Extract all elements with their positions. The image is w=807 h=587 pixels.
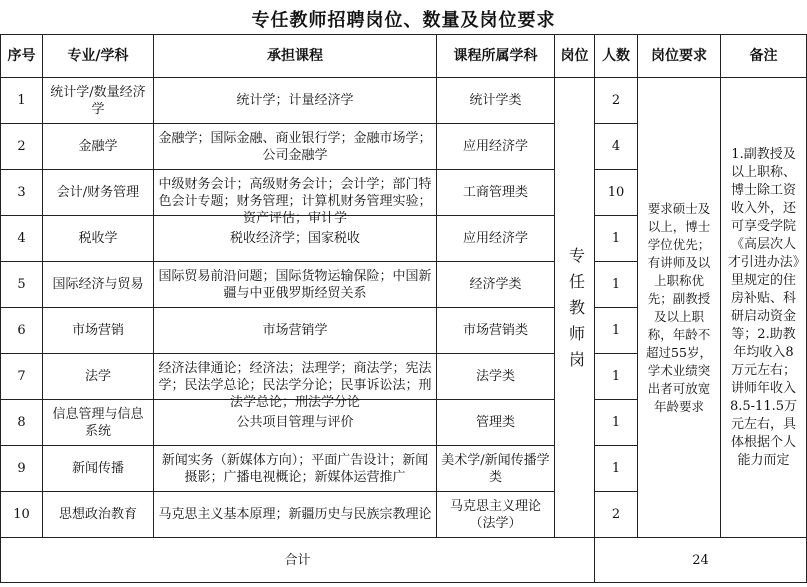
header-discipline: 课程所属学科 xyxy=(437,35,555,78)
row-courses-text: 统计学；计量经济学 xyxy=(236,93,354,108)
row-count: 1 xyxy=(595,446,638,492)
row-major-text: 新闻传播 xyxy=(71,461,124,476)
total-label: 合计 xyxy=(1,538,595,583)
row-no: 8 xyxy=(1,400,43,446)
row-no: 1 xyxy=(1,78,43,124)
header-requirement: 岗位要求 xyxy=(638,35,721,78)
row-discipline-text: 应用经济学 xyxy=(462,231,528,246)
row-major xyxy=(43,78,154,124)
row-courses-text: 马克思主义基本原理；新疆历史与民族宗教理论 xyxy=(158,507,432,522)
row-no: 7 xyxy=(1,354,43,400)
post-cell: 专任教师岗 xyxy=(555,78,595,538)
table-header-row xyxy=(1,35,807,78)
row-count: 1 xyxy=(595,262,638,308)
header-courses: 承担课程 xyxy=(154,35,437,78)
row-major xyxy=(43,170,154,216)
row-courses xyxy=(154,124,437,170)
table-row xyxy=(1,78,807,124)
row-discipline xyxy=(437,262,555,308)
total-count: 24 xyxy=(595,538,807,583)
row-major xyxy=(43,262,154,308)
row-courses xyxy=(154,492,437,538)
row-no: 6 xyxy=(1,308,43,354)
row-discipline xyxy=(437,492,555,538)
row-discipline-text: 工商管理类 xyxy=(462,185,528,200)
header-remark: 备注 xyxy=(721,35,807,78)
row-discipline xyxy=(437,78,555,124)
row-no: 9 xyxy=(1,446,43,492)
row-courses-text: 国际贸易前沿问题；国际货物运输保险；中国新疆与中亚俄罗斯经贸关系 xyxy=(158,268,432,301)
row-discipline-text: 市场营销类 xyxy=(462,323,528,338)
header-post: 岗位 xyxy=(555,35,595,78)
row-major xyxy=(43,124,154,170)
row-major xyxy=(43,354,154,400)
row-count: 1 xyxy=(595,216,638,262)
row-courses xyxy=(154,308,437,354)
row-courses xyxy=(154,78,437,124)
row-discipline xyxy=(437,124,555,170)
header-major: 专业/学科 xyxy=(43,35,154,78)
row-no: 10 xyxy=(1,492,43,538)
header-count: 人数 xyxy=(595,35,638,78)
row-discipline-text: 法学类 xyxy=(475,369,515,384)
row-major xyxy=(43,216,154,262)
row-major xyxy=(43,308,154,354)
remark-cell: 1.副教授及以上职称、博士除工资收入外，还可享受学院《高层次人才引进办法》里规定的住房补贴、科研启动资金等；2.助教年均收入8万元左右；讲师年收入8.5-11.5万元左右，具体根据个人能力而定 xyxy=(721,78,807,538)
row-discipline xyxy=(437,216,555,262)
row-major xyxy=(43,446,154,492)
row-courses xyxy=(154,170,437,226)
row-courses xyxy=(154,354,437,410)
row-count: 1 xyxy=(595,308,638,354)
row-courses-text: 金融学；国际金融、商业银行学；金融市场学；公司金融学 xyxy=(158,130,432,163)
row-courses-text: 税收经济学；国家税收 xyxy=(229,231,360,246)
row-count: 10 xyxy=(595,170,638,216)
row-courses xyxy=(154,262,437,308)
total-row xyxy=(1,538,807,583)
row-discipline-text: 管理类 xyxy=(475,415,515,430)
row-count: 1 xyxy=(595,354,638,400)
row-courses-text: 公共项目管理与评价 xyxy=(236,415,354,430)
row-major-text: 国际经济与贸易 xyxy=(52,277,144,292)
recruitment-table xyxy=(0,34,807,583)
row-discipline-text: 经济学类 xyxy=(469,277,522,292)
row-major xyxy=(43,492,154,538)
row-count: 1 xyxy=(595,400,638,446)
row-discipline-text: 马克思主义理论（法学） xyxy=(449,498,541,531)
row-no: 2 xyxy=(1,124,43,170)
row-courses-text: 市场营销学 xyxy=(262,323,328,338)
row-major-text: 法学 xyxy=(84,369,111,384)
requirement-cell: 要求硕士及以上，博士学位优先；有讲师及以上职称优先；副教授及以上职称，年龄不超过55岁，学术业绩突出者可放宽年龄要求 xyxy=(638,78,721,538)
row-discipline-text: 美术学/新闻传播学类 xyxy=(441,452,550,485)
row-count: 2 xyxy=(595,492,638,538)
row-count: 4 xyxy=(595,124,638,170)
row-major xyxy=(43,400,154,446)
row-courses-text: 中级财务会计；高级财务会计；会计学；部门特色会计专题；财务管理；计算机财务管理实验；资产评估；审计学 xyxy=(158,176,432,226)
row-major-text: 金融学 xyxy=(78,139,118,154)
row-count: 2 xyxy=(595,78,638,124)
row-discipline xyxy=(437,308,555,354)
row-courses xyxy=(154,446,437,492)
row-discipline xyxy=(437,354,555,400)
row-major-text: 思想政治教育 xyxy=(58,507,137,522)
row-courses-text: 经济法律通论；经济法；法理学；商法学；宪法学；民法学总论；民法学分论；民事诉讼法；刑法学总论；刑法学分论 xyxy=(158,360,432,410)
row-no: 5 xyxy=(1,262,43,308)
row-major-text: 统计学/数量经济学 xyxy=(50,84,146,117)
row-courses-text: 新闻实务（新媒体方向）；平面广告设计；新闻摄影；广播电视概论；新媒体运营推广 xyxy=(161,452,429,485)
page-title: 专任教师招聘岗位、数量及岗位要求 xyxy=(251,10,556,31)
row-major-text: 信息管理与信息系统 xyxy=(52,406,144,439)
row-no: 3 xyxy=(1,170,43,216)
row-major-text: 市场营销 xyxy=(71,323,124,338)
row-discipline-text: 统计学类 xyxy=(469,93,522,108)
row-discipline xyxy=(437,170,555,216)
row-major-text: 会计/财务管理 xyxy=(56,185,140,200)
row-no: 4 xyxy=(1,216,43,262)
row-major-text: 税收学 xyxy=(78,231,118,246)
row-discipline-text: 应用经济学 xyxy=(462,139,528,154)
header-no: 序号 xyxy=(1,35,43,78)
row-discipline xyxy=(437,400,555,446)
row-discipline xyxy=(437,446,555,492)
